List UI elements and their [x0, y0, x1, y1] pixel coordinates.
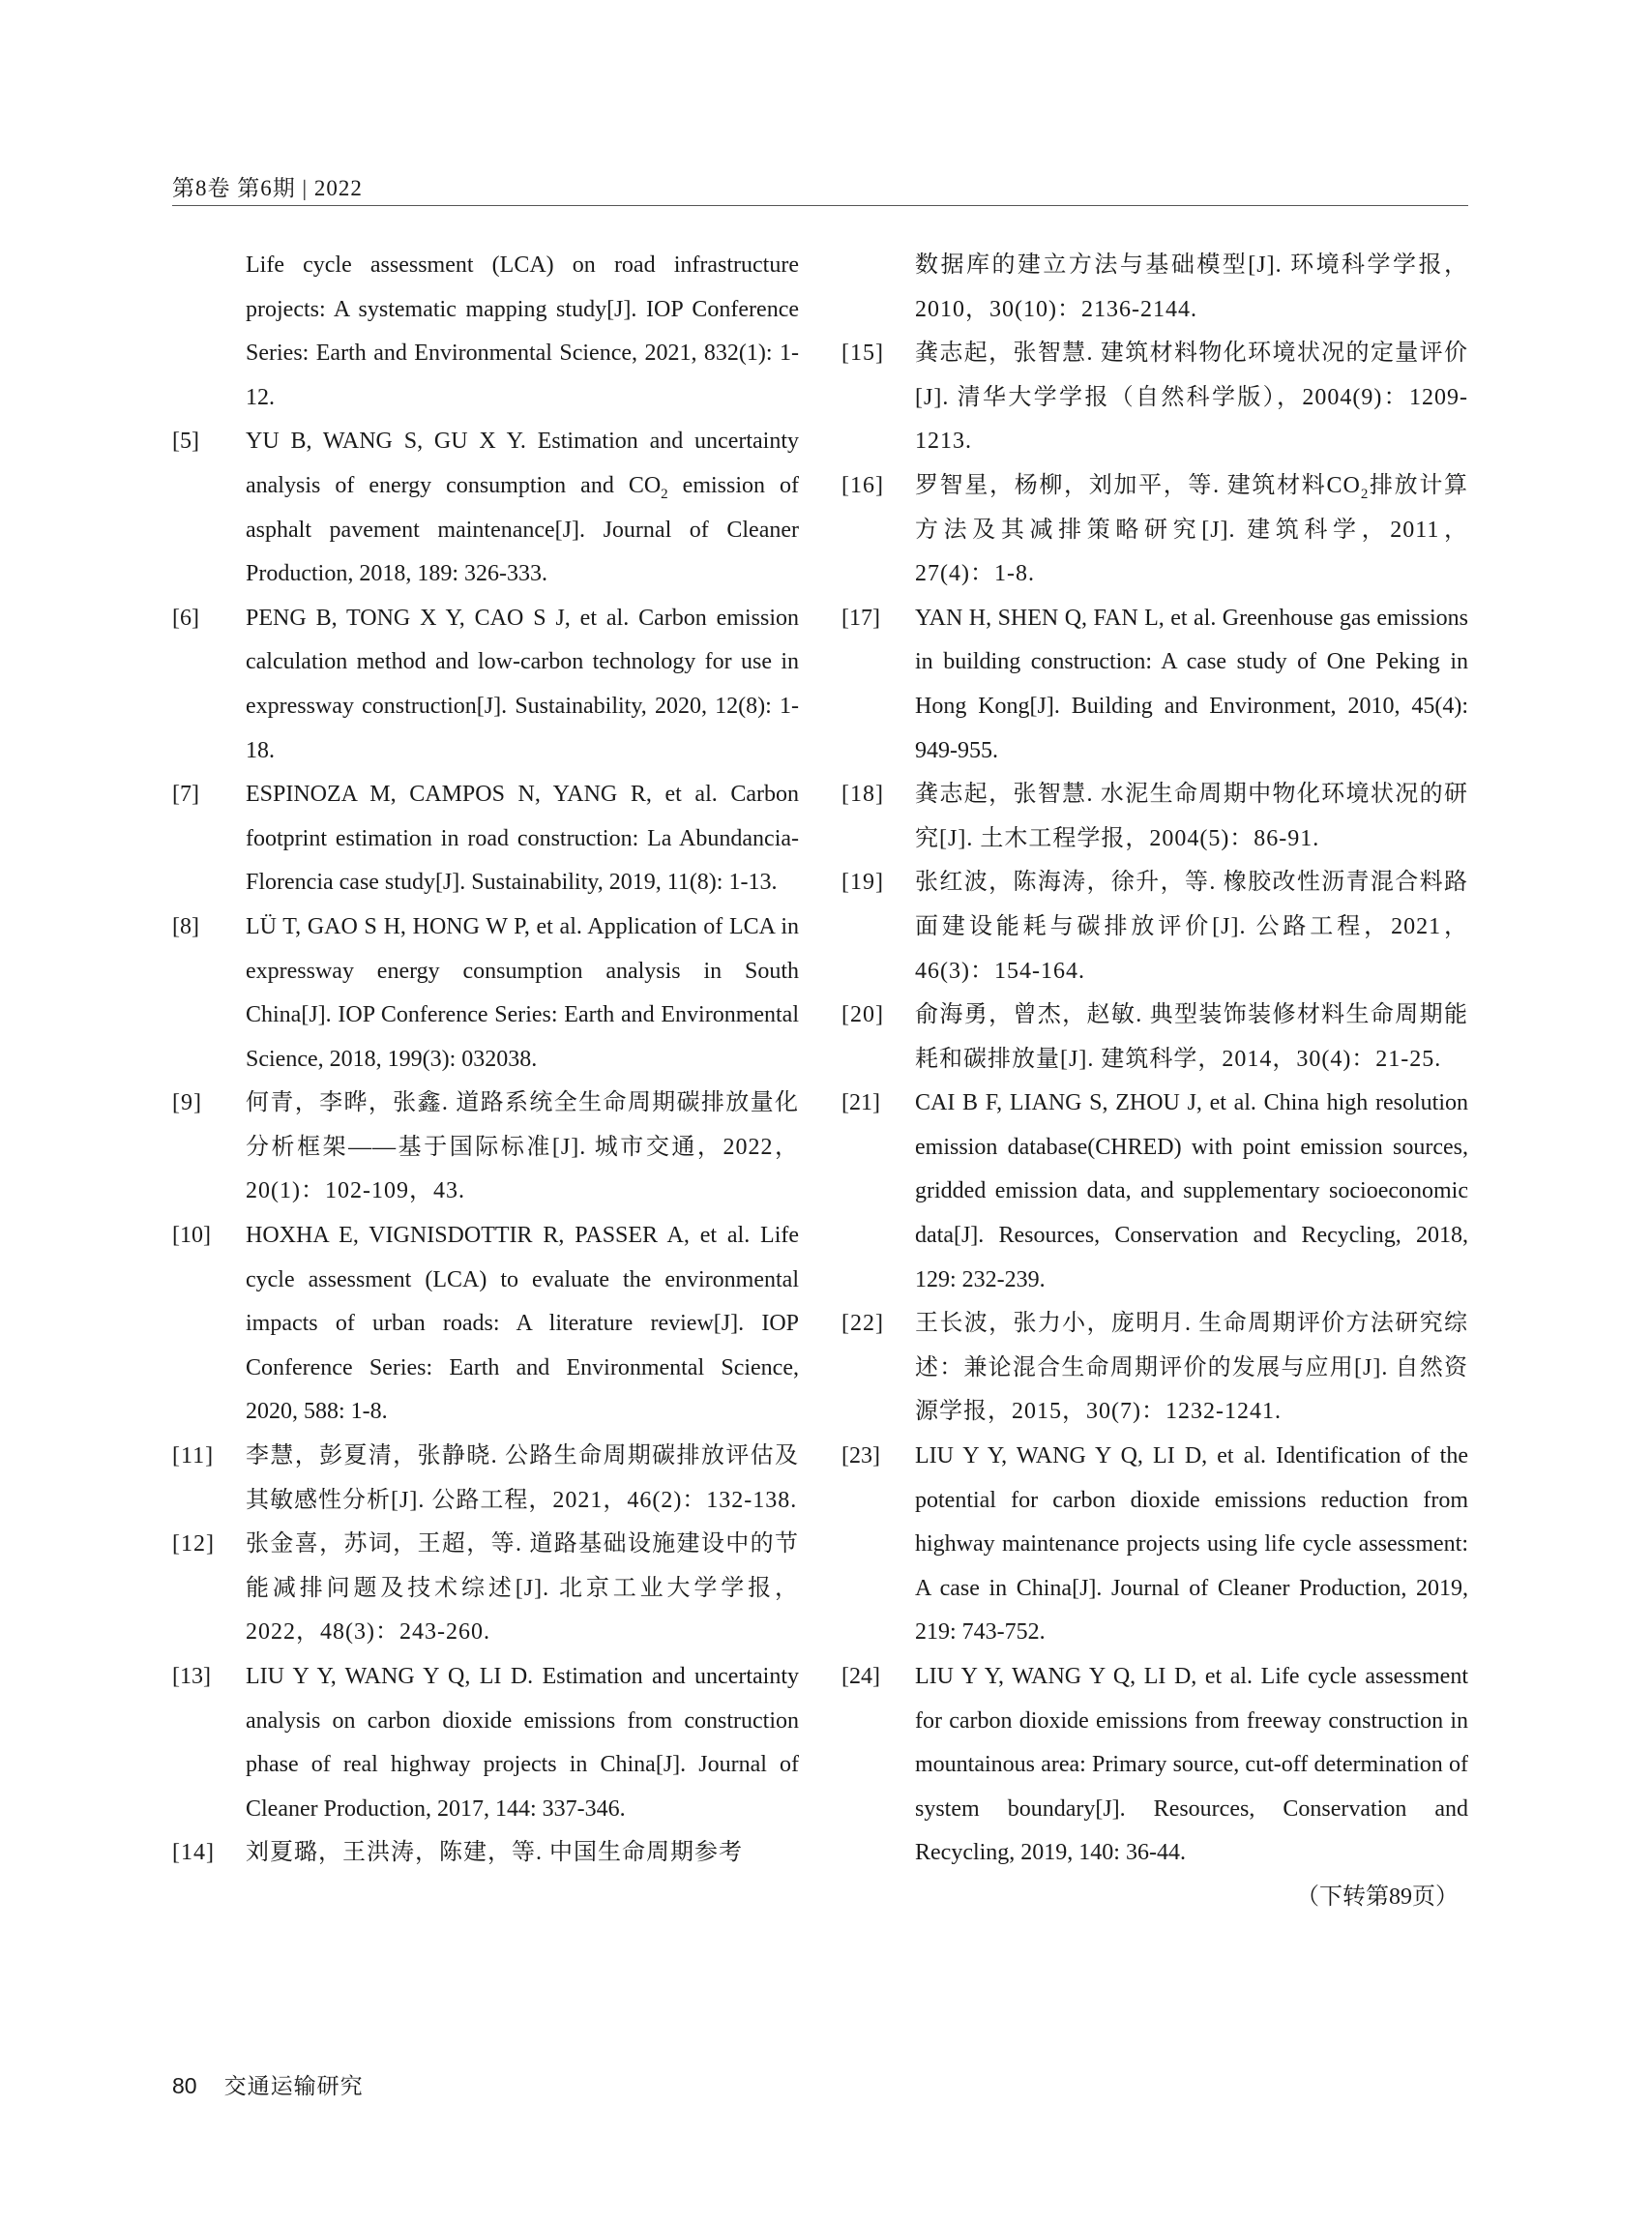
reference-text: LIU Y Y, WANG Y Q, LI D. Estimation and uncertainty analysis on carbon dioxide emissions from construction phase of real highway projects in China[J]. Journal of Cleaner Production, 2017, 144: 337-346.	[246, 1664, 799, 1822]
right-column	[841, 244, 1468, 1920]
reference-item	[841, 861, 1468, 994]
reference-number: [14]	[172, 1840, 215, 1866]
reference-item	[172, 905, 799, 1082]
reference-number: [15]	[841, 341, 884, 367]
reference-text: 数据库的建立方法与基础模型[J]. 环境科学学报，2010，30(10)：2136-2144.	[915, 252, 1468, 322]
reference-text: 王长波，张力小，庞明月. 生命周期评价方法研究综述：兼论混合生命周期评价的发展与应用[J]. 自然资源学报，2015，30(7)：1232-1241.	[915, 1311, 1468, 1425]
reference-text-part: 排放计算方法及其减排策略研究[J]. 建筑科学，2011，27(4)：1-8.	[915, 472, 1469, 587]
reference-text: LIU Y Y, WANG Y Q, LI D, et al. Identification of the potential for carbon dioxide emissions reduction from highway maintenance projects using life cycle assessment: A case in China[J]. Journal of Cleaner Production, 2019, 219: 743-752.	[915, 1443, 1468, 1646]
reference-text: 刘夏璐，王洪涛，陈建，等. 中国生命周期参考	[246, 1840, 743, 1866]
reference-text: 龚志起，张智慧. 水泥生命周期中物化环境状况的研究[J]. 土木工程学报，2004(5)：86-91.	[915, 782, 1468, 851]
reference-item	[172, 244, 799, 420]
reference-number: [11]	[172, 1443, 215, 1469]
reference-item	[841, 332, 1468, 464]
reference-item	[841, 1302, 1468, 1435]
reference-number: [24]	[841, 1664, 880, 1689]
reference-text: 李慧，彭夏清，张静晓. 公路生命周期碳排放评估及其敏感性分析[J]. 公路工程，2021，46(2)：132-138.	[246, 1443, 799, 1513]
reference-number: [21]	[841, 1090, 880, 1116]
subscript: 2	[1360, 486, 1370, 502]
reference-text	[246, 429, 799, 586]
reference-item	[841, 1082, 1468, 1302]
journal-name: 交通运输研究	[223, 2073, 364, 2098]
reference-number: [10]	[172, 1223, 211, 1249]
reference-item	[172, 1831, 799, 1876]
reference-item	[841, 464, 1468, 597]
reference-number: [5]	[172, 429, 199, 455]
reference-text: 龚志起，张智慧. 建筑材料物化环境状况的定量评价[J]. 清华大学学报（自然科学版），2004(9)：1209-1213.	[915, 341, 1468, 455]
reference-text: Life cycle assessment (LCA) on road infrastructure projects: A systematic mapping study[J]. IOP Conference Series: Earth and Environmental Science, 2021, 832(1): 1-12.	[246, 252, 799, 410]
subscript: 2	[661, 486, 668, 502]
reference-number: [22]	[841, 1311, 884, 1337]
reference-text: CAI B F, LIANG S, ZHOU J, et al. China high resolution emission database(CHRED) with point emission sources, gridded emission data, and supplementary socioeconomic data[J]. Resources, Conservation and Recycling, 2018, 129: 232-239.	[915, 1090, 1468, 1292]
reference-item	[841, 244, 1468, 332]
reference-number: [8]	[172, 913, 199, 939]
reference-number: [13]	[172, 1664, 211, 1689]
reference-item	[172, 597, 799, 773]
header-rule	[172, 205, 1468, 206]
reference-text: ESPINOZA M, CAMPOS N, YANG R, et al. Carbon footprint estimation in road construction: La Abundancia-Florencia case study[J]. Sustainability, 2019, 11(8): 1-13.	[246, 782, 799, 896]
reference-text: HOXHA E, VIGNISDOTTIR R, PASSER A, et al. Life cycle assessment (LCA) to evaluate the environmental impacts of urban roads: A literature review[J]. IOP Conference Series: Earth and Environmental Science, 2020, 588: 1-8.	[246, 1223, 799, 1425]
reference-text-part: YU B, WANG S, GU X Y. Estimation and uncertainty analysis of energy consumption and CO	[246, 429, 799, 498]
page-footer	[172, 2068, 364, 2100]
reference-text: YAN H, SHEN Q, FAN L, et al. Greenhouse gas emissions in building construction: A case study of One Peking in Hong Kong[J]. Building and Environment, 2010, 45(4): 949-955.	[915, 605, 1468, 763]
reference-number: [20]	[841, 1002, 884, 1028]
reference-item	[841, 1655, 1468, 1876]
reference-item	[841, 1435, 1468, 1655]
reference-text: PENG B, TONG X Y, CAO S J, et al. Carbon emission calculation method and low-carbon technology for use in expressway construction[J]. Sustainability, 2020, 12(8): 1-18.	[246, 605, 799, 763]
reference-item	[172, 1523, 799, 1655]
page-number: 80	[172, 2073, 197, 2098]
reference-item	[841, 994, 1468, 1082]
reference-item	[172, 773, 799, 905]
reference-item	[172, 420, 799, 596]
reference-item	[841, 773, 1468, 861]
reference-text: 张红波，陈海涛，徐升，等. 橡胶改性沥青混合料路面建设能耗与碳排放评价[J]. 公路工程，2021，46(3)：154-164.	[915, 870, 1468, 984]
reference-number: [16]	[841, 472, 884, 498]
reference-text: 俞海勇，曾杰，赵敏. 典型装饰装修材料生命周期能耗和碳排放量[J]. 建筑科学，2014，30(4)：21-25.	[915, 1002, 1468, 1072]
reference-number: [9]	[172, 1090, 202, 1116]
reference-text	[915, 473, 1468, 586]
running-header: 第8卷 第6期 | 2022	[172, 176, 363, 200]
reference-text: 张金喜，苏词，王超，等. 道路基础设施建设中的节能减排问题及技术综述[J]. 北京工业大学学报，2022，48(3)：243-260.	[246, 1531, 799, 1646]
left-column	[172, 244, 799, 1876]
reference-item	[172, 1655, 799, 1831]
reference-item	[172, 1435, 799, 1523]
reference-item	[172, 1214, 799, 1435]
reference-number: [19]	[841, 870, 884, 896]
reference-number: [6]	[172, 605, 199, 631]
reference-text: LIU Y Y, WANG Y Q, LI D, et al. Life cycle assessment for carbon dioxide emissions from freeway construction in mountainous area: Primary source, cut-off determination of system boundary[J]. Resources, Conservation and Recycling, 2019, 140: 36-44.	[915, 1664, 1468, 1866]
reference-number: [23]	[841, 1443, 880, 1469]
reference-number: [12]	[172, 1531, 215, 1558]
reference-item	[172, 1082, 799, 1214]
continued-note: （下转第89页）	[1296, 1884, 1459, 1910]
reference-text: 何青，李晔，张鑫. 道路系统全生命周期碳排放量化分析框架——基于国际标准[J]. 城市交通，2022，20(1)：102-109，43.	[246, 1090, 799, 1204]
reference-number: [17]	[841, 605, 880, 631]
reference-number: [18]	[841, 782, 884, 808]
reference-text-part: emission of asphalt pavement maintenance[J]. Journal of Cleaner Production, 2018, 189: 326-333.	[246, 472, 799, 587]
reference-text-part: 罗智星，杨柳，刘加平，等. 建筑材料CO	[915, 472, 1361, 498]
reference-text: LÜ T, GAO S H, HONG W P, et al. Application of LCA in expressway energy consumption analysis in South China[J]. IOP Conference Series: Earth and Environmental Science, 2018, 199(3): 032038.	[246, 913, 799, 1072]
reference-number: [7]	[172, 782, 199, 808]
reference-item	[841, 597, 1468, 773]
